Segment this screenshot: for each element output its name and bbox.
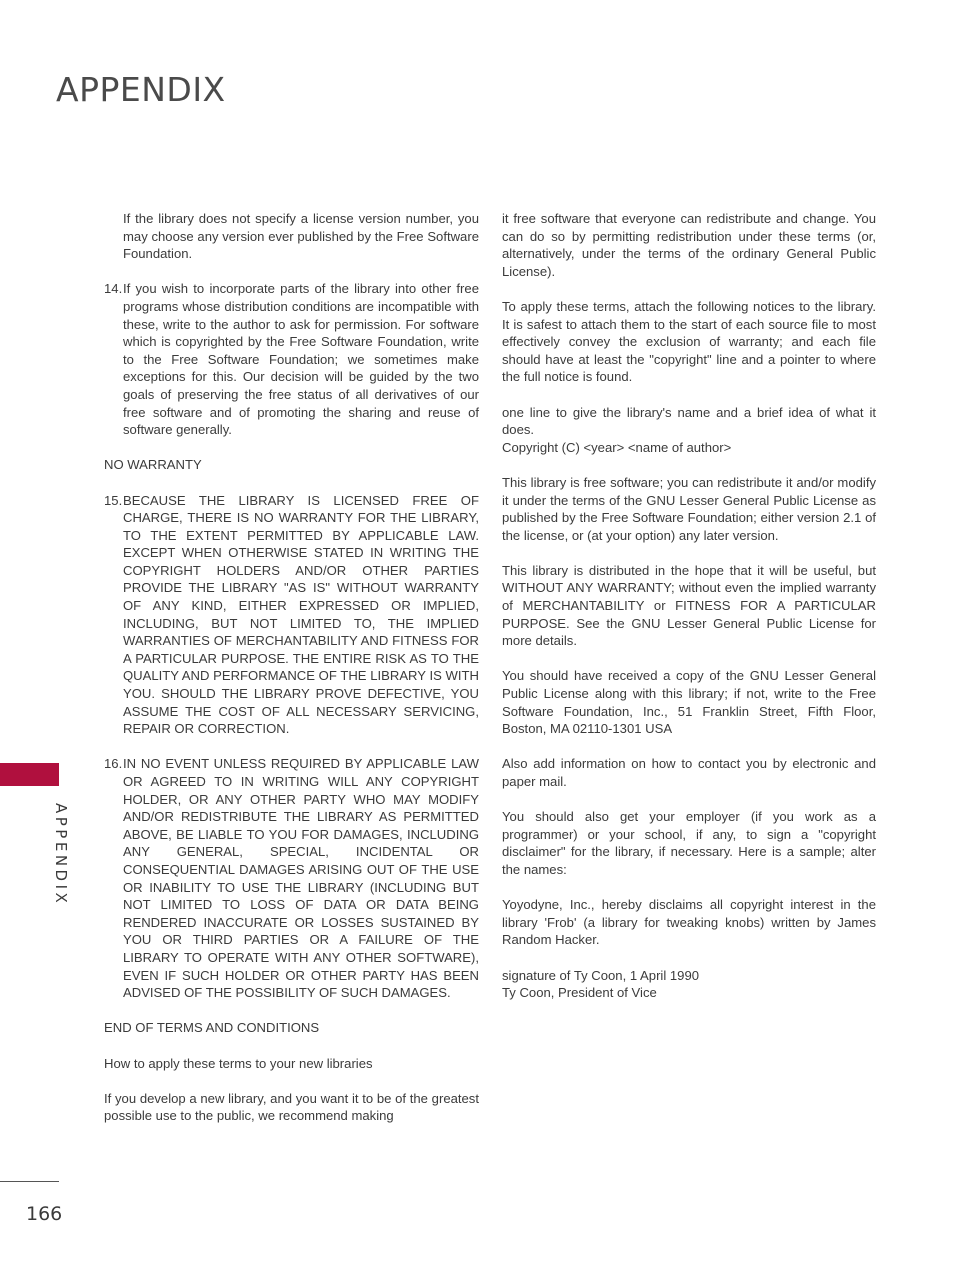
item-number: 16. <box>104 756 123 772</box>
item-number: 15. <box>104 492 123 508</box>
item-number: 14. <box>104 281 123 297</box>
paragraph-yoyodyne-sample: Yoyodyne, Inc., hereby disclaims all copyright interest in the library 'Frob' (a library for tweaking knobs) written by James Random Hacker. <box>502 897 876 948</box>
right-column <box>502 210 876 1002</box>
copyright-line: Copyright (C) <year> <name of author> <box>502 439 732 455</box>
page-title: APPENDIX <box>56 70 226 109</box>
item-text: BECAUSE THE LIBRARY IS LICENSED FREE OF CHARGE, THERE IS NO WARRANTY FOR THE LIBRARY, TO THE EXTENT PERMITTED BY APPLICABLE LAW. EXCEPT WHEN OTHERWISE STATED IN WRITING THE COPYRIGHT HOLDERS AND/OR OTHER PARTIES PROVIDE THE LIBRARY "AS IS" WITHOUT WARRANTY OF ANY KIND, EITHER EXPRESSED OR IMPLIED, INCLUDING, BUT NOT LIMITED TO, THE IMPLIED WARRANTIES OF MERCHANTABILITY AND FITNESS FOR A PARTICULAR PURPOSE. THE ENTIRE RISK AS TO THE QUALITY AND PERFORMANCE OF THE LIBRARY IS WITH YOU. SHOULD THE LIBRARY PROVE DEFECTIVE, YOU ASSUME THE COST OF ALL NECESSARY SERVICING, REPAIR OR CORRECTION. <box>123 492 479 737</box>
list-item-14 <box>104 280 479 438</box>
side-tab-label: APPENDIX <box>52 803 70 907</box>
left-column <box>104 210 479 1125</box>
signature-line: signature of Ty Coon, 1 April 1990 <box>502 967 700 983</box>
paragraph-free-software: it free software that everyone can redistribute and change. You can do so by permitting redistribution under these terms (or, alternatively, under the terms of the ordinary General Public License). <box>502 211 876 279</box>
paragraph-develop-library: If you develop a new library, and you want it to be of the greatest possible use to the public, we recommend making <box>104 1090 479 1124</box>
end-of-terms-heading: END OF TERMS AND CONDITIONS <box>104 1020 320 1036</box>
section-heading-no-warranty: NO WARRANTY <box>104 457 202 473</box>
paragraph-library-name: one line to give the library's name and a brief idea of what it does. <box>502 404 876 438</box>
footer-divider <box>0 1181 59 1182</box>
how-to-apply-heading: How to apply these terms to your new libraries <box>104 1055 373 1071</box>
page-number: 166 <box>26 1203 63 1225</box>
list-item-16 <box>104 755 479 1001</box>
item-text: If you wish to incorporate parts of the library into other free programs whose distribution conditions are incompatible with these, write to the author to ask for permission. For software which is copyrighted by the Free Software Foundation, write to the Free Software Foundation; we sometimes make exceptions for this. Our decision will be guided by the two goals of preserving the free status of all derivatives of our free software and of promoting the sharing and reuse of software generally. <box>123 281 479 438</box>
list-item-15 <box>104 492 479 738</box>
paragraph-contact-info: Also add information on how to contact you by electronic and paper mail. <box>502 756 876 789</box>
paragraph-distributed-hope: This library is distributed in the hope that it will be useful, but WITHOUT ANY WARRANTY; without even the implied warranty of MERCHANTABILITY or FITNESS FOR A PARTICULAR PURPOSE. See the GNU Lesser General Public License for more details. <box>502 562 876 649</box>
paragraph-apply-terms: To apply these terms, attach the following notices to the library. It is safest to attach them to the start of each source file to most effectively convey the exclusion of warranty; and each file should have at least the "copyright" line and a pointer to where the full notice is found. <box>502 298 876 385</box>
item-text: IN NO EVENT UNLESS REQUIRED BY APPLICABLE LAW OR AGREED TO IN WRITING WILL ANY COPYRIGHT HOLDER, OR ANY OTHER PARTY WHO MAY MODIFY AND/OR REDISTRIBUTE THE LIBRARY AS PERMITTED ABOVE, BE LIABLE TO YOU FOR DAMAGES, INCLUDING ANY GENERAL, SPECIAL, INCIDENTAL OR CONSEQUENTIAL DAMAGES ARISING OUT OF THE USE OR INABILITY TO USE THE LIBRARY (INCLUDING BUT NOT LIMITED TO LOSS OF DATA OR DATA BEING RENDERED INACCURATE OR LOSSES SUSTAINED BY YOU OR THIRD PARTIES OR A FAILURE OF THE LIBRARY TO OPERATE WITH ANY OTHER SOFTWARE), EVEN IF SUCH HOLDER OR OTHER PARTY HAS BEEN ADVISED OF THE POSSIBILITY OF SUCH DAMAGES. <box>123 756 479 1001</box>
signature-title: Ty Coon, President of Vice <box>502 985 657 1001</box>
paragraph-received-copy: You should have received a copy of the GNU Lesser General Public License along with this library; if not, write to the Free Software Foundation, Inc., 51 Franklin Street, Fifth Floor, Boston, MA 02110-1301 USA <box>502 668 876 737</box>
paragraph-license-version: If the library does not specify a license version number, you may choose any version ever published by the Free Software Foundation. <box>123 211 479 262</box>
paragraph-lgpl-notice: This library is free software; you can redistribute it and/or modify it under the terms of the GNU Lesser General Public License as published by the Free Software Foundation; either version 2.1 of the license, or (at your option) any later version. <box>502 474 876 543</box>
paragraph-employer-disclaimer: You should also get your employer (if you work as a programmer) or your school, if any, to sign a "copyright disclaimer" for the library, if necessary. Here is a sample; alter the names: <box>502 809 876 877</box>
side-tab-marker <box>0 763 59 786</box>
